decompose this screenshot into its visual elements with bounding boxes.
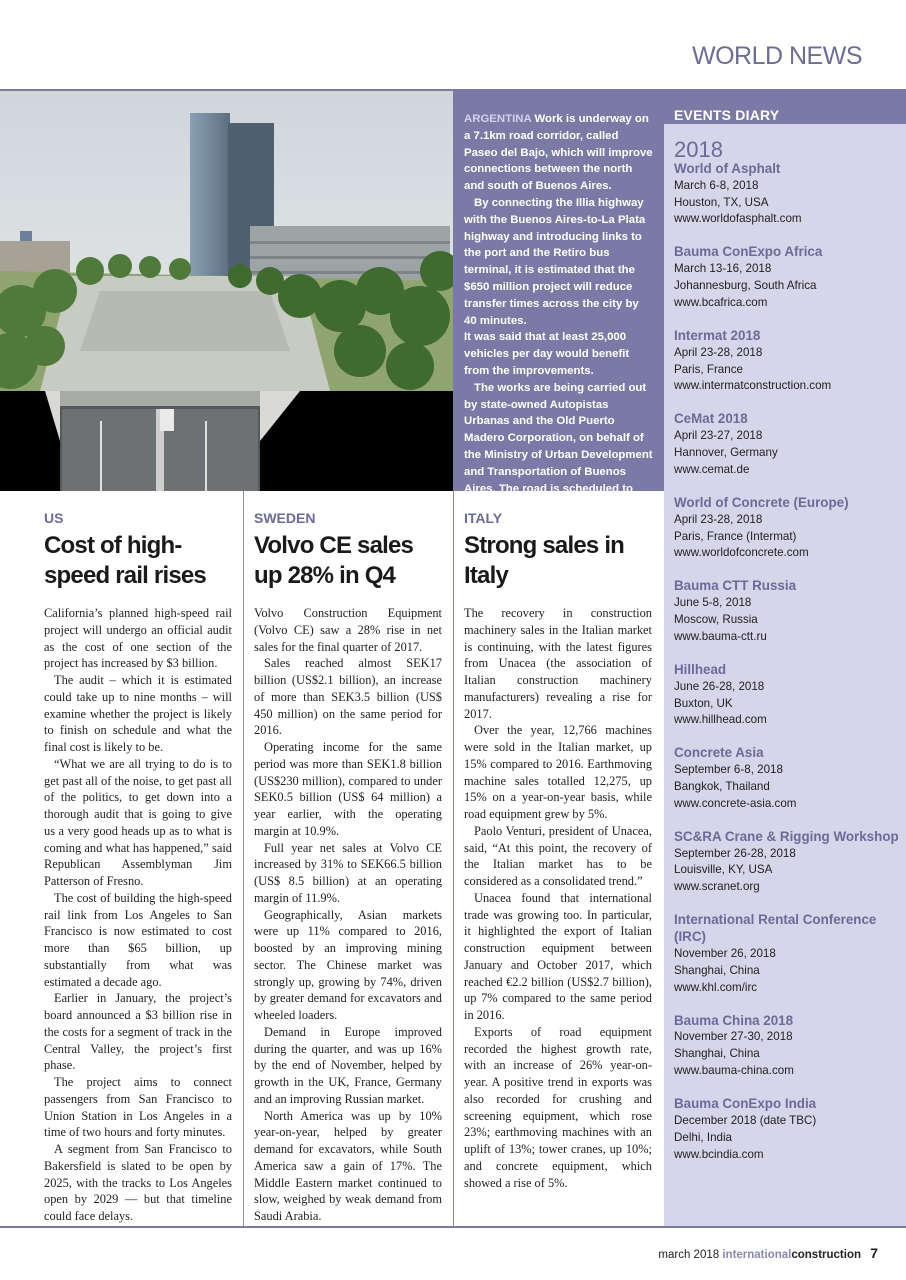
event-url[interactable]: www.hillhead.com — [674, 713, 767, 727]
article-paragraph: Over the year, 12,766 machines were sold in the Italian market, up 15% compared to 2016. Earthmoving machine sales totalled 12,275, up 15% on a year-on-year basis, while road equipment grew by 5%. — [464, 723, 652, 821]
article-body — [44, 605, 232, 1225]
event-location: Houston, TX, USA — [674, 195, 769, 209]
article-paragraph: A segment from San Francisco to Bakersfield is slated to be open by 2025, with the tracks to Los Angeles open by 2029 — but that timeline could face delays. — [44, 1142, 232, 1223]
event-date: June 26-28, 2018 — [674, 679, 765, 693]
event-url[interactable]: www.worldofasphalt.com — [674, 212, 802, 226]
argentina-lead: Work is underway on a 7.1km road corridor, called Paseo del Bajo, which will improve connections between the north and south of Buenos Aires. — [464, 113, 653, 193]
argentina-paragraph: The works are being carried out by state-owned Autopistas Urbanas and the Old Puerto Madero Corporation, on behalf of the Ministry of Urban Development and Transportation of Buenos Aires. The road is scheduled to open in 2019. — [464, 381, 653, 512]
article-kicker: ITALY — [464, 510, 503, 526]
event-item — [674, 1013, 902, 1080]
event-location: Paris, France (Intermat) — [674, 529, 797, 543]
article-us — [44, 510, 232, 1225]
event-date: September 6-8, 2018 — [674, 763, 783, 777]
event-name: World of Asphalt — [674, 161, 781, 176]
footer-brand-construction: construction — [791, 1249, 861, 1261]
events-diary-header — [664, 91, 906, 124]
event-name: Intermat 2018 — [674, 327, 761, 343]
event-location: Delhi, India — [674, 1130, 733, 1144]
events-diary — [664, 91, 906, 1226]
event-item — [674, 829, 902, 896]
event-url[interactable]: www.cemat.de — [674, 462, 750, 476]
event-location: Bangkok, Thailand — [674, 779, 770, 793]
event-name: Bauma China 2018 — [674, 1012, 794, 1028]
event-name: Hillhead — [674, 661, 727, 677]
article-body — [254, 605, 442, 1225]
article-paragraph: Sales reached almost SEK17 billion (US$2.1 billion), an increase of more than SEK3.5 billion (US$ 450 million) on the same period for 2016. — [254, 656, 442, 738]
event-name: Bauma CTT Russia — [674, 578, 797, 594]
column-divider — [453, 491, 454, 1226]
events-diary-title: EVENTS DIARY — [674, 107, 780, 123]
event-location: Shanghai, China — [674, 963, 760, 977]
section-title: WORLD NEWS — [692, 42, 862, 70]
footer-brand-international: international — [722, 1249, 792, 1261]
event-date: November 27-30, 2018 — [674, 1030, 793, 1044]
article-paragraph: Full year net sales at Volvo CE increased by 31% to SEK66.5 billion (US$ 8.5 billion) at an operating margin of 11.9%. — [254, 840, 442, 905]
event-item — [674, 1096, 902, 1163]
event-name: Bauma ConExpo India — [674, 1096, 817, 1112]
event-location: Hannover, Germany — [674, 446, 778, 460]
page-number: 7 — [870, 1245, 878, 1261]
article-paragraph: The recovery in construction machinery sales in the Italian market is continuing, with the latest figures from Unacea (the association of Italian construction machinery manufacturers) revealing a rise for 2017. — [464, 606, 652, 721]
argentina-country: ARGENTINA — [464, 113, 532, 125]
event-date: March 6-8, 2018 — [674, 178, 759, 192]
event-item — [674, 244, 902, 311]
event-name: International Rental Conference (IRC) — [674, 912, 877, 945]
event-location: Johannesburg, South Africa — [674, 279, 817, 293]
article-headline: Strong sales in Italy — [464, 532, 625, 589]
article-paragraph: Volvo Construction Equipment (Volvo CE) saw a 28% rise in net sales for the final quarter of 2017. — [254, 606, 442, 654]
event-url[interactable]: www.bcafrica.com — [674, 295, 768, 309]
event-date: March 13-16, 2018 — [674, 262, 772, 276]
event-url[interactable]: www.intermatconstruction.com — [674, 379, 832, 393]
event-item — [674, 161, 902, 228]
argentina-text — [464, 111, 654, 514]
event-name: Bauma ConExpo Africa — [674, 244, 823, 260]
event-name: CeMat 2018 — [674, 411, 748, 427]
article-paragraph: “What we are all trying to do is to get past all of the noise, to get past all of the politics, to get down into a thorough audit that is going to give us a very good heads up as to what is coming and what has happened,” said Republican Assemblyman Jim Patterson of Fresno. — [44, 756, 232, 888]
event-url[interactable]: www.khl.com/irc — [674, 980, 758, 994]
event-date: April 23-28, 2018 — [674, 512, 763, 526]
event-item — [674, 578, 902, 645]
event-url[interactable]: www.worldofconcrete.com — [674, 546, 809, 560]
event-url[interactable]: www.scranet.org — [674, 880, 760, 894]
event-name: Concrete Asia — [674, 745, 764, 761]
event-name: SC&RA Crane & Rigging Workshop — [674, 828, 899, 844]
event-item — [674, 912, 902, 996]
event-date: September 26-28, 2018 — [674, 846, 796, 860]
event-url[interactable]: www.bauma-china.com — [674, 1064, 794, 1078]
event-location: Moscow, Russia — [674, 613, 758, 627]
event-url[interactable]: www.concrete-asia.com — [674, 796, 797, 810]
article-paragraph: Paolo Venturi, president of Unacea, said, “At this point, the recovery of the Italian market has to be considered as a consolidated trend.” — [464, 823, 652, 888]
event-name: World of Concrete (Europe) — [674, 494, 849, 510]
event-date: June 5-8, 2018 — [674, 596, 752, 610]
event-item — [674, 411, 902, 478]
article-paragraph: The audit – which it is estimated could take up to nine months – will examine whether the project is likely to finish on schedule and what the final cost is likely to be. — [44, 673, 232, 754]
article-paragraph: Exports of road equipment recorded the highest growth rate, with an increase of 26% year-on-year. A positive trend in exports was also recorded for crushing and screening equipment, which rose 23%; earthmoving machines with an uplift of 13%; tower cranes, up 10%; and concrete equipment, which showed a rise of 5%. — [464, 1024, 652, 1190]
article-paragraph: Unacea found that international trade was growing too. In particular, it highlighted the export of Italian construction equipment between January and October 2017, which reached €2.2 billion (US$2.7 billion), up 7% compared to the same period in 2016. — [464, 890, 652, 1022]
event-item — [674, 328, 902, 395]
column-divider — [243, 491, 244, 1226]
article-body — [464, 605, 652, 1191]
event-date: April 23-27, 2018 — [674, 429, 763, 443]
road-corridor-illustration — [0, 91, 453, 491]
article-sweden — [254, 510, 442, 1225]
article-headline: Cost of high-speed rail rises — [44, 532, 206, 589]
argentina-paragraph: By connecting the Illia highway with the Buenos Aires-to-La Plata highway and introducing links to the port and the Retiro bus terminal, it is estimated that the $650 million project will reduce transfer times across the city by 40 minutes. — [464, 196, 646, 327]
event-item — [674, 495, 902, 562]
event-location: Shanghai, China — [674, 1047, 760, 1061]
article-italy — [464, 510, 652, 1191]
article-paragraph: The project aims to connect passengers from San Francisco to Union Station in Los Angeles in a time of two hours and forty minutes. — [44, 1075, 232, 1140]
argentina-news-box — [453, 91, 664, 512]
event-location: Paris, France — [674, 362, 743, 376]
events-list — [674, 161, 902, 1180]
event-item — [674, 745, 902, 812]
events-diary-year: 2018 — [674, 137, 723, 162]
event-date: April 23-28, 2018 — [674, 345, 763, 359]
event-item — [674, 662, 902, 729]
article-paragraph: California’s planned high-speed rail project will undergo an official audit as the cost of one section of the project has increased by $3 billion. — [44, 606, 232, 671]
article-paragraph: Earlier in January, the project’s board announced a $3 billion rise in the costs for a segment of track in the Central Valley, the project’s first phase. — [44, 991, 232, 1073]
event-url[interactable]: www.bauma-ctt.ru — [674, 629, 767, 643]
event-location: Louisville, KY, USA — [674, 863, 773, 877]
article-headline: Volvo CE sales up 28% in Q4 — [254, 532, 414, 589]
bottom-rule — [0, 1226, 906, 1228]
event-location: Buxton, UK — [674, 696, 733, 710]
paseo-del-bajo-photo — [0, 91, 453, 491]
page-footer — [658, 1245, 878, 1261]
article-paragraph: Demand in Europe improved during the quarter, and was up 16% by the end of November, helped by growth in the UK, France, Germany and an improving Russian market. — [254, 1024, 442, 1106]
footer-date: march 2018 — [658, 1249, 720, 1261]
event-url[interactable]: www.bcindia.com — [674, 1147, 764, 1161]
article-paragraph: North America was up by 10% year-on-year, helped by greater demand for excavators, while South America saw a gain of 17%. The Middle Eastern market continued to slow, weighed by weak demand from Saudi Arabia. — [254, 1108, 442, 1223]
argentina-paragraph: It was said that at least 25,000 vehicles per day would benefit from the improvements. — [464, 331, 630, 377]
article-paragraph: Operating income for the same period was more than SEK1.8 billion (US$230 million), compared to under SEK0.5 billion (US$ 64 million) a year earlier, with the operating margin at 10.9%. — [254, 740, 442, 838]
article-kicker: US — [44, 510, 64, 526]
article-paragraph: The cost of building the high-speed rail link from Los Angeles to San Francisco is now estimated to cost more than $65 billion, up substantially from what was estimated a decade ago. — [44, 890, 232, 989]
article-paragraph: Geographically, Asian markets were up 11% compared to 2016, boosted by an improving mining sector. The Chinese market was strongly up, growing by 74%, driven by greater demand for excavators and wheeled loaders. — [254, 907, 442, 1022]
article-kicker: SWEDEN — [254, 510, 316, 526]
event-date: December 2018 (date TBC) — [674, 1113, 817, 1127]
event-date: November 26, 2018 — [674, 946, 776, 960]
